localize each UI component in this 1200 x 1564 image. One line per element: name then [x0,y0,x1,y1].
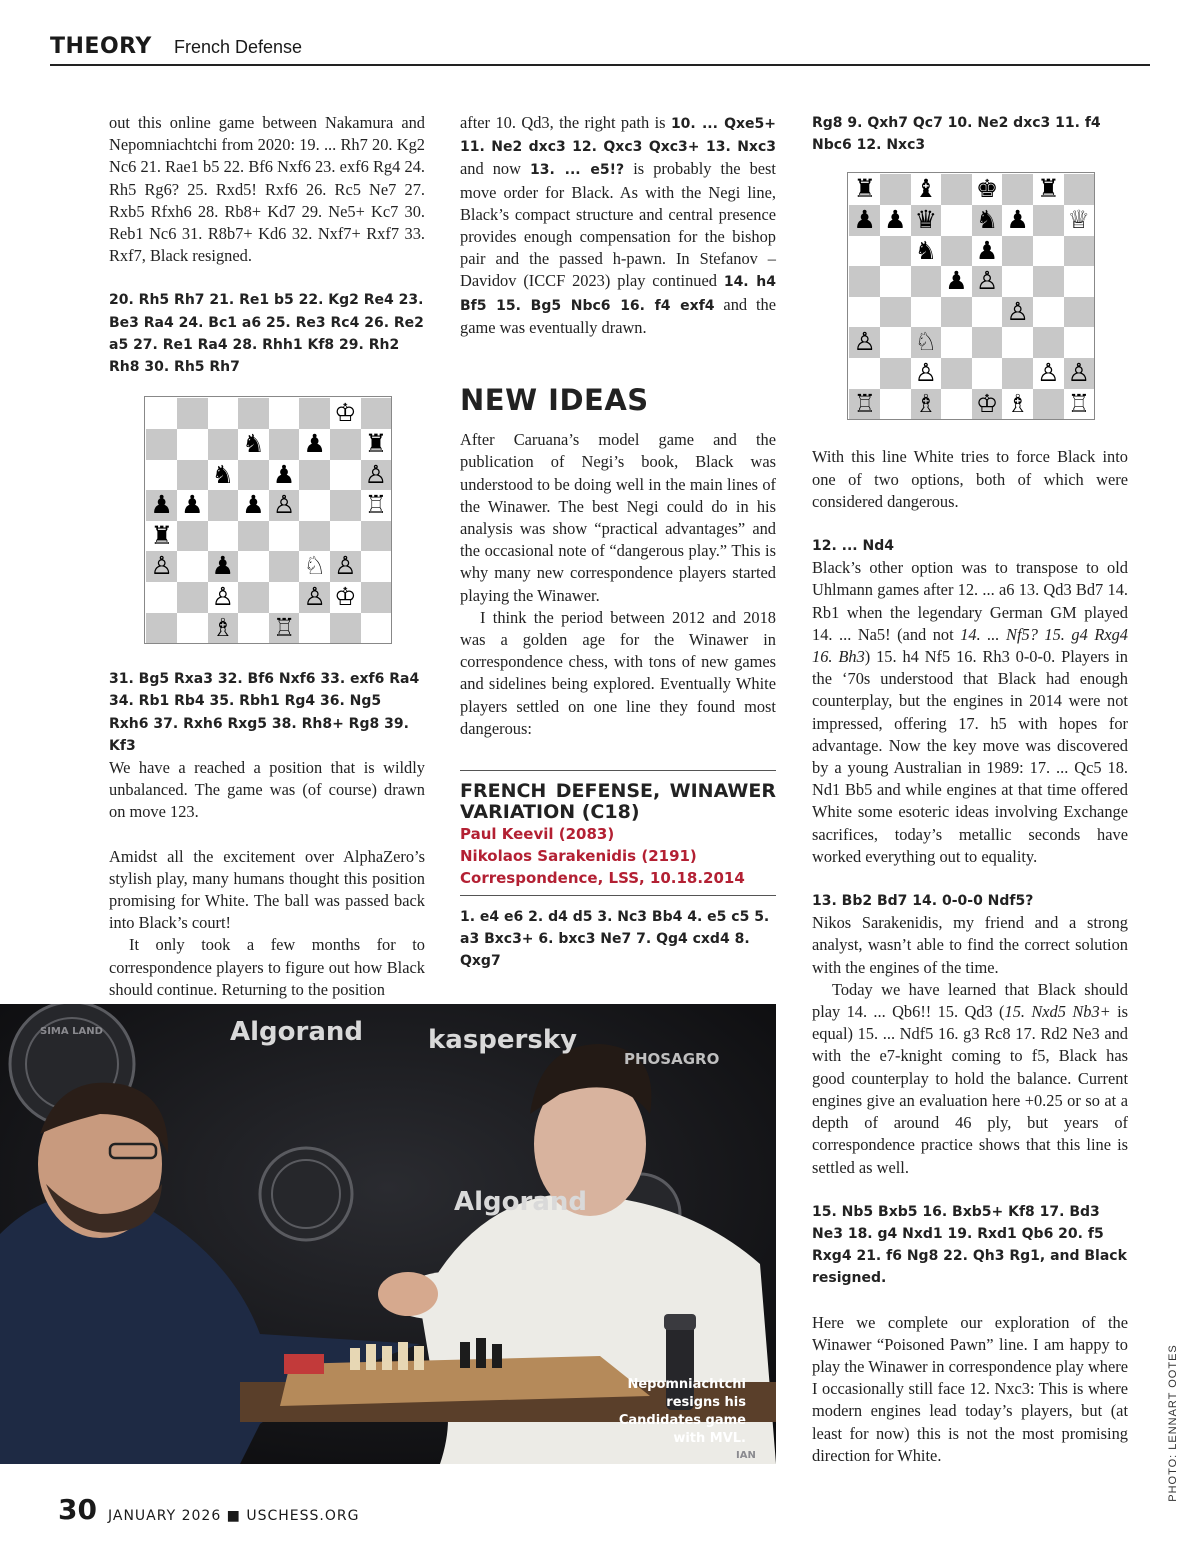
sponsor-logo-kaspersky: kaspersky [428,1025,578,1055]
board-square [208,398,239,429]
board-square [299,521,330,552]
white-pawn-icon: ♙ [364,459,388,489]
game-moves: 15. Nb5 Bxb5 16. Bxb5+ Kf8 17. Bd3 Ne3 18. g4 Nxd1 19. Rxd1 Qb6 20. f5 Rxg4 21. f6 Ng8 22. Qh3 Rg1, and Black resigned. [812,1203,1127,1287]
board-square [972,358,1003,389]
white-player: Paul Keevil (2083) [460,825,615,844]
board-square [941,236,972,267]
black-pawn-icon: ♟ [150,490,173,520]
black-knight-icon: ♞ [242,429,265,458]
photo-handshake [0,1004,776,1464]
board-square [177,429,208,460]
black-pawn-icon: ♟ [884,205,907,234]
white-pawn-icon: ♙ [1037,358,1060,387]
board-square [238,398,269,429]
board-square [1002,327,1033,358]
black-pawn-icon: ♟ [272,459,296,489]
board-square [177,582,208,613]
board-square [146,582,177,613]
white-pawn-icon: ♙ [272,490,296,520]
white-king-icon: ♔ [334,398,357,428]
section-title: French Defense [174,37,303,57]
game-moves: 20. Rh5 Rh7 21. Re1 b5 22. Kg2 Re4 23. Be3 Ra4 24. Bc1 a6 25. Re3 Rc4 26. Re2 a5 27. Re1 Ra4 28. Rhh1 Kf8 29. Rh2 Rh8 30. Rh5 Rh7 [109,292,424,376]
board-square [941,389,972,420]
white-pawn-icon: ♙ [975,266,999,296]
board-square [1064,297,1095,328]
board-square [299,490,330,521]
game-moves: 12. ... Nd4 [812,538,894,555]
paragraph: Nikos Sarakenidis, my friend and a strong analyst, wasn’t able to find the correct solution with the engines of the time. [812,913,1128,977]
board-square [299,398,330,429]
board-square [1064,236,1095,267]
black-pawn-icon: ♟ [853,205,876,234]
board-square [941,358,972,389]
board-square [269,521,300,552]
white-pawn-icon: ♙ [914,358,938,387]
page-header [50,32,1150,66]
board-square [880,236,911,267]
board-square [330,521,361,552]
game-moves: 13. Bb2 Bd7 14. 0-0-0 Ndf5? [812,893,1034,910]
issue-info: JANUARY 2026 ■ USCHESS.ORG [108,1508,360,1524]
board-square [269,429,300,460]
paragraph: With this line White tries to force Black into one of two options, both of which were considered dangerous. [812,447,1128,511]
board-square [880,266,911,297]
board-square [146,613,177,644]
board-square [238,460,269,491]
board-square [1064,266,1095,297]
board-square [880,358,911,389]
white-pawn-icon: ♙ [334,551,357,581]
board-square [361,551,392,582]
board-square [361,521,392,552]
paragraph: It only took a few months for to correspondence players to figure out how Black should continue. Returning to the position [109,935,425,999]
white-pawn-icon: ♙ [303,582,326,611]
board-square [269,551,300,582]
sponsor-logo-algorand: Algorand [230,1017,363,1047]
board-square [208,521,239,552]
white-rook-icon: ♖ [272,612,296,642]
black-knight-icon: ♞ [211,459,235,489]
paragraph: Today we have learned that Black should play 14. ... Qb6!! 15. Qd3 (15. Nxd5 Nb3+ is equal) 15. ... Ndf5 16. g3 Rc8 17. Rd2 Ne3 and with the e7-knight coming to f5, Black has good counterplay to hold the balance. Current engines give an evaluation here +0.25 or so at a depth of around 46 ply, but years of correspondence practice shows that this line is settled as well. [812,979,1128,1177]
board-square [1002,358,1033,389]
board-square [849,358,880,389]
paragraph: I think the period between 2012 and 2018 was a golden age for the Winawer in correspondence chess, with tons of new games and sidelines being explored. Eventually White players settled on one line they found most dangerous: [460,607,776,738]
board-square [146,460,177,491]
white-rook-icon: ♖ [1067,388,1091,418]
board-square [1002,236,1033,267]
board-square [269,398,300,429]
board-square [1033,389,1064,420]
sponsor-logo-phosagro: PHOSAGRO [624,1050,720,1068]
black-rook-icon: ♜ [853,174,876,204]
board-square [911,297,942,328]
black-player: Nikolaos Sarakenidis (2191) [460,847,697,866]
paragraph: After Caruana’s model game and the publication of Negi’s book, Black was understood to be doing well in the main lines of the Winawer. The best Negi could do in his analysis was show “practical advantages” and the occasional note of “dangerous play.” This is why many new correspondence players started playing the Winawer. [460,430,776,605]
black-king-icon: ♚ [975,174,999,204]
board-square [361,582,392,613]
board-square [299,460,330,491]
board-square [941,327,972,358]
black-pawn-icon: ♟ [975,235,999,265]
board-square [1033,266,1064,297]
board-square [941,174,972,205]
board-square [330,429,361,460]
white-pawn-icon: ♙ [1006,296,1029,326]
column-2 [460,112,776,973]
game-moves: 1. e4 e6 2. d4 d5 3. Nc3 Bb4 4. e5 c5 5. a3 Bxc3+ 6. bxc3 Ne7 7. Qg4 cxd4 8. Qxg7 [460,909,770,970]
black-rook-icon: ♜ [1037,174,1060,204]
white-bishop-icon: ♗ [1006,388,1029,418]
board-square [299,613,330,644]
paragraph: Black’s other option was to transpose to old Uhlmann games after 12. ... a6 13. Qd3 Bd7 14. Rb1 when the legendary German GM played 14. ... Na5! (and not 14. ... Nf5? 15. g4 Rxg4 16. Bh3) 15. h4 Nf5 16. Rh3 0-0-0. Players in the ‘70s understood that Black had enough counterplay, but the engines in 2014 were not impressed, offering 17. h5 with hopes for advantage. Now the key move was discovered by a young Australian in 1989: 17. ... Qc5 18. Nd1 Bb5 and while engines at that time offered White some esoteric ideas involving Exchange sacrifices, today’s metallic seconds have worked everything out to equality. [812,558,1128,866]
white-knight-icon: ♘ [914,327,938,357]
white-bishop-icon: ♗ [211,612,235,642]
white-rook-icon: ♖ [364,490,388,520]
black-queen-icon: ♛ [914,205,938,234]
board-square [330,490,361,521]
board-square [1064,174,1095,205]
board-square [849,266,880,297]
white-king-icon: ♔ [334,582,357,611]
board-square [1002,266,1033,297]
board-square [880,389,911,420]
nameplate: IAN [736,1450,756,1461]
board-square [361,398,392,429]
board-square [972,327,1003,358]
black-knight-icon: ♞ [975,205,999,234]
white-knight-icon: ♘ [303,551,326,581]
paragraph: Here we complete our exploration of the Winawer “Poisoned Pawn” line. I am happy to play the Winawer in correspondence play where I occasionally still face 12. Nxc3: This is where modern engines lead today’s players, but (at least for now) this is not the most promising direction for White. [812,1312,1128,1465]
paragraph: after 10. Qd3, the right path is 10. ... Qxe5+ 11. Ne2 dxc3 12. Qxc3 Qxc3+ 13. Nxc3 and now 13. ... e5!? is probably the best move order for Black. As with the Negi line, Black’s compact structure and central presence provides enough compensation for the bishop pair and the passed h-pawn. In Stefanov – Davidov (ICCF 2023) play continued 14. h4 Bf5 15. Bg5 Nbc6 16. f4 exf4 and the game was eventually drawn. [460,113,777,337]
section-kicker: THEORY [50,34,152,59]
board-square [361,613,392,644]
board-square [849,297,880,328]
board-square [177,398,208,429]
board-square [269,582,300,613]
board-square [177,521,208,552]
sponsor-logo-sima-land: SIMA LAND [40,1026,103,1037]
board-square [177,551,208,582]
board-square [1033,236,1064,267]
board-square [238,551,269,582]
white-pawn-icon: ♙ [853,327,876,357]
black-pawn-icon: ♟ [181,490,204,520]
white-bishop-icon: ♗ [914,388,938,418]
page-number: 30 [58,1493,97,1526]
paragraph: We have a reached a position that is wildly unbalanced. The game was (of course) drawn on move 123. [109,758,425,822]
sponsor-logo-algorand-2: Algorand [454,1187,587,1217]
game-header [460,770,776,896]
chess-diagram-1 [144,396,392,644]
board-square [880,327,911,358]
board-square [941,297,972,328]
black-knight-icon: ♞ [914,235,938,265]
board-square [1033,297,1064,328]
board-square [849,236,880,267]
board-square [1033,327,1064,358]
section-heading: NEW IDEAS [460,383,649,418]
white-pawn-icon: ♙ [150,551,173,581]
board-square [146,398,177,429]
board-square [238,521,269,552]
board-square [146,429,177,460]
black-pawn-icon: ♟ [1006,205,1029,234]
white-rook-icon: ♖ [853,388,876,418]
board-square [177,613,208,644]
board-square [238,582,269,613]
black-bishop-icon: ♝ [914,174,938,204]
board-square [941,205,972,236]
black-pawn-icon: ♟ [242,490,265,520]
game-event: Correspondence, LSS, 10.18.2014 [460,869,745,888]
board-square [1002,174,1033,205]
white-queen-icon: ♕ [1067,205,1091,234]
board-square [330,613,361,644]
black-pawn-icon: ♟ [211,551,235,581]
board-square [880,297,911,328]
board-square [330,460,361,491]
photo-caption: Nepomniachtchi resigns his Candidates game with MVL. [618,1377,746,1446]
black-pawn-icon: ♟ [303,429,326,458]
paragraph: Amidst all the excitement over AlphaZero’s stylish play, many humans thought this position promising for White. The ball was passed back into Black’s court! [109,846,425,933]
board-square [177,460,208,491]
white-king-icon: ♔ [975,388,999,418]
black-pawn-icon: ♟ [945,266,968,296]
board-square [880,174,911,205]
paragraph: out this online game between Nakamura and Nepomniachtchi from 2020: 19. ... Rh7 20. Kg2 Nc6 21. Rae1 b5 22. Bf6 Nxf6 23. exf6 Rg4 24. Rh5 Rg6? 25. Rxd5! Rxf6 26. Rc5 Ne7 27. Rxb5 Rfxh6 28. Rb8+ Kd7 29. Ne5+ Kc7 30. Reb1 Nc6 31. R8b7+ Kd6 32. Nxf7+ Rxf7 33. Rxf7, Black resigned. [109,113,425,266]
board-square [972,297,1003,328]
game-title: FRENCH DEFENSE, WINAWER VARIATION (C18) [460,780,776,824]
board-square [1033,205,1064,236]
board-square [238,613,269,644]
board-square [911,266,942,297]
board-square [208,490,239,521]
board-square [1064,327,1095,358]
game-moves: Rg8 9. Qxh7 Qc7 10. Ne2 dxc3 11. f4 Nbc6 12. Nxc3 [812,115,1101,154]
board-square [208,429,239,460]
chess-diagram-2 [847,172,1095,420]
black-rook-icon: ♜ [364,429,388,458]
white-pawn-icon: ♙ [1067,358,1091,387]
black-rook-icon: ♜ [150,520,173,550]
white-pawn-icon: ♙ [211,582,235,611]
photo-credit: PHOTO: LENNART OOTES [1167,1344,1179,1502]
game-moves: 31. Bg5 Rxa3 32. Bf6 Nxf6 33. exf6 Ra4 34. Rb1 Rb4 35. Rbh1 Rg4 36. Ng5 Rxh6 37. Rxh6 Rxg5 38. Rh8+ Rg8 39. Kf3 [109,671,420,754]
